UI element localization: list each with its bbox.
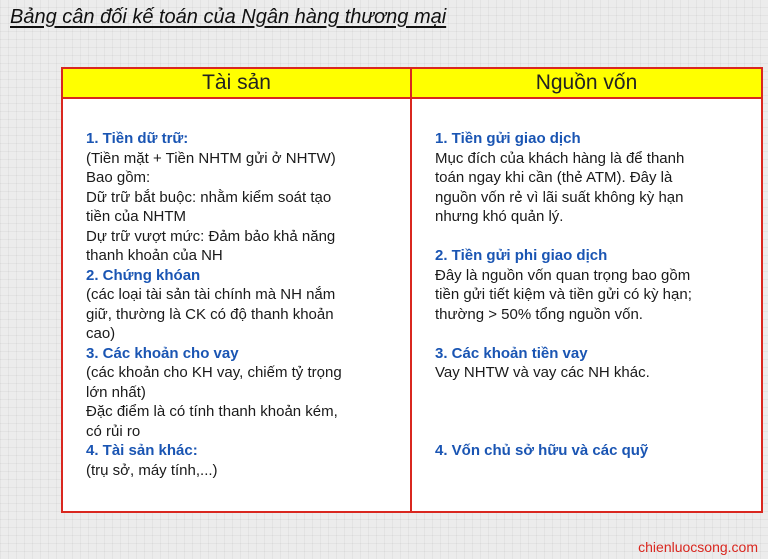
liabilities-nontransaction-deposits-line: thường > 50% tổng nguồn vốn. [435, 305, 643, 323]
spacer [435, 227, 757, 247]
assets-reserves-line: thanh khoản của NH [86, 247, 223, 264]
assets-securities-line: cao) [86, 325, 116, 342]
liabilities-equity-heading: 4. Vốn chủ sở hữu và các quỹ [435, 441, 649, 459]
assets-reserves-line: Dự trữ vượt mức: Đảm bảo khả năng [86, 227, 336, 245]
assets-securities-line: (các loại tài sản tài chính mà NH nắm [86, 286, 336, 303]
liabilities-transaction-deposits-line: Mục đích của khách hàng là để thanh [435, 149, 685, 167]
liabilities-column-header: Nguồn vốn [410, 67, 763, 99]
assets-loans-line: Đặc điểm là có tính thanh khoản kém, [86, 403, 338, 420]
liabilities-nontransaction-deposits-line: Đây là nguồn vốn quan trọng bao gồm [435, 266, 691, 284]
assets-panel [61, 97, 412, 513]
footer-watermark: chienluocsong.com [638, 539, 758, 555]
liabilities-content [435, 129, 757, 460]
assets-reserves-line: (Tiền mặt + Tiền NHTM gửi ở NHTW) [86, 149, 336, 167]
liabilities-borrowings-heading: 3. Các khoản tiền vay [435, 344, 588, 362]
assets-loans-line: lớn nhất) [86, 383, 146, 401]
assets-reserves-heading: 1. Tiền dữ trữ: [86, 130, 189, 147]
assets-loans-heading: 3. Các khoản cho vay [86, 344, 239, 362]
liabilities-transaction-deposits-line: nguồn vốn rẻ vì lãi suất không kỳ hạn [435, 188, 684, 206]
liabilities-panel [410, 97, 763, 513]
liabilities-nontransaction-deposits-heading: 2. Tiền gửi phi giao dịch [435, 247, 608, 264]
liabilities-nontransaction-deposits-line: tiền gửi tiết kiệm và tiền gửi có kỳ hạn; [435, 286, 692, 303]
liabilities-transaction-deposits-line: toán ngay khi cần (thẻ ATM). Đây là [435, 169, 673, 186]
assets-content [86, 129, 404, 480]
assets-other-line: (trụ sở, máy tính,...) [86, 461, 218, 479]
assets-column-header: Tài sản [61, 67, 412, 99]
assets-loans-line: có rủi ro [86, 422, 141, 440]
spacer [435, 383, 757, 441]
balance-sheet-table [61, 67, 763, 513]
assets-reserves-line: Dữ trữ bắt buộc: nhằm kiểm soát tạo [86, 188, 332, 206]
liabilities-borrowings-line: Vay NHTW và vay các NH khác. [435, 364, 650, 381]
assets-securities-heading: 2. Chứng khóan [86, 266, 201, 284]
page-title: Bảng cân đối kế toán của Ngân hàng thương mại [10, 6, 447, 28]
assets-loans-line: (các khoản cho KH vay, chiếm tỷ trọng [86, 364, 342, 381]
spacer [435, 324, 757, 344]
liabilities-transaction-deposits-line: nhưng khó quản lý. [435, 208, 564, 225]
assets-securities-line: giữ, thường là CK có độ thanh khoản [86, 305, 334, 323]
assets-reserves-line: tiền của NHTM [86, 208, 187, 225]
assets-other-heading: 4. Tài sản khác: [86, 442, 198, 459]
liabilities-transaction-deposits-heading: 1. Tiền gửi giao dịch [435, 130, 581, 147]
assets-reserves-line: Bao gồm: [86, 169, 151, 186]
